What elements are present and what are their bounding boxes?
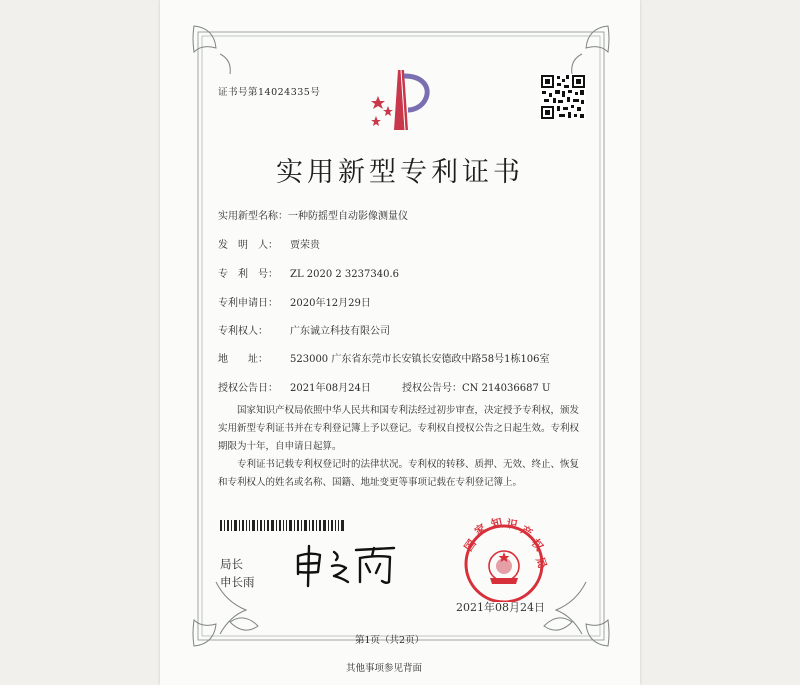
field-value: ZL 2020 2 3237340.6 (290, 269, 400, 280)
grant-statement: 国家知识产权局依照中华人民共和国专利法经过初步审查，决定授予专利权，颁发实用新型专利证书并在专利登记簿上予以登记。专利权自授权公告之日起生效。专利权期限为十年，自申请日起算。 (218, 405, 580, 452)
signature-title: 局长 (220, 557, 243, 571)
field-patentee (218, 322, 390, 337)
patent-logo-icon (368, 66, 438, 134)
field-label: 授权公告日： (218, 383, 278, 394)
seal-date: 2021年08月24日 (456, 601, 545, 614)
handwritten-signature (290, 542, 400, 590)
field-utility-model-name (218, 207, 408, 222)
field-label: 授权公告号： (402, 383, 462, 394)
svg-text:知: 知 (489, 515, 504, 531)
legal-status-statement: 专利证书记载专利权登记时的法律状况。专利权的转移、质押、无效、终止、恢复和专利权人的姓名或名称、国籍、地址变更等事项记载在专利登记簿上。 (218, 459, 580, 488)
signature-name: 申长雨 (220, 575, 255, 589)
field-value: CN 214036687 U (462, 383, 551, 394)
field-filing-date (218, 294, 371, 309)
official-seal-icon (450, 512, 558, 602)
field-inventor (218, 236, 320, 251)
footer-note: 其他事项参见背面 (346, 663, 423, 674)
svg-text:国: 国 (461, 537, 479, 554)
certificate-number: 证书号第14024335号 (218, 87, 321, 98)
field-address (218, 350, 550, 365)
field-label: 地 址： (218, 354, 268, 365)
field-patent-number (218, 265, 399, 280)
field-label: 专利权人： (218, 326, 268, 337)
barcode-icon (220, 520, 346, 531)
svg-text:权: 权 (528, 536, 546, 554)
field-value: 523000 广东省东莞市长安镇长安德政中路58号1栋106室 (290, 354, 550, 365)
certificate-title: 实用新型专利证书 (276, 157, 524, 188)
svg-text:产: 产 (518, 523, 535, 541)
field-grant-number (402, 379, 550, 394)
field-label: 发 明 人： (218, 240, 278, 251)
field-value: 贾荣贵 (290, 240, 320, 251)
field-value: 广东诚立科技有限公司 (290, 326, 390, 337)
field-value: 一种防摇型自动影像测量仪 (288, 211, 408, 222)
page-indicator: 第1页（共2页） (355, 635, 425, 646)
field-grant-date (218, 379, 371, 394)
field-label: 专 利 号： (218, 269, 278, 280)
svg-text:识: 识 (505, 517, 519, 532)
field-label: 专利申请日： (218, 298, 278, 309)
field-value: 2021年08月24日 (290, 383, 371, 394)
svg-text:家: 家 (472, 521, 489, 539)
field-label: 实用新型名称： (218, 211, 288, 222)
svg-text:局: 局 (533, 555, 550, 571)
qr-code-icon (540, 74, 586, 120)
field-value: 2020年12月29日 (290, 298, 371, 309)
